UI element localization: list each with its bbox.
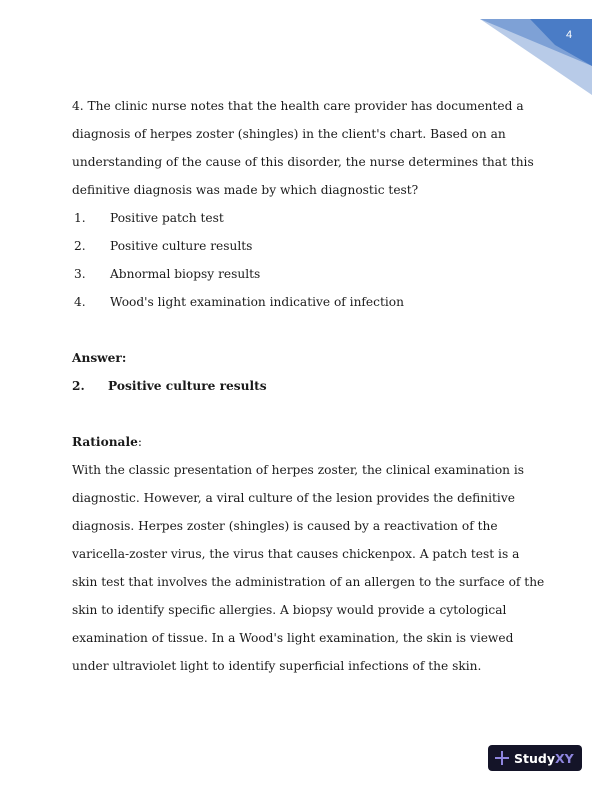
answer-text: Positive culture results [108, 379, 267, 393]
question-line: diagnosis of herpes zoster (shingles) in the client's chart. Based on an [72, 127, 506, 141]
rationale-colon: : [137, 435, 142, 449]
option-number: 1. [74, 211, 86, 225]
studyxy-logo-badge[interactable] [488, 745, 582, 771]
option-number: 3. [74, 267, 86, 281]
answer-number: 2. [72, 379, 85, 393]
document-body [72, 96, 552, 684]
option-item [72, 208, 552, 236]
question-line: 4. The clinic nurse notes that the health care provider has documented a [72, 99, 524, 113]
option-item [72, 236, 552, 264]
question-line: understanding of the cause of this disorder, the nurse determines that this [72, 155, 534, 169]
question-text [72, 96, 552, 208]
rationale-line: diagnostic. However, a viral culture of the lesion provides the definitive [72, 491, 515, 505]
rationale-line: With the classic presentation of herpes zoster, the clinical examination is [72, 463, 525, 477]
rationale-label: Rationale [72, 435, 138, 449]
rationale-line: examination of tissue. In a Wood's light examination, the skin is viewed [72, 631, 514, 645]
brand-name-part2: XY [554, 750, 574, 766]
rationale-line: skin to identify specific allergies. A biopsy would provide a cytological [72, 603, 507, 617]
option-text: Abnormal biopsy results [110, 267, 261, 281]
page-number: 4 [566, 29, 573, 41]
option-text: Wood's light examination indicative of infection [110, 295, 404, 309]
option-item [72, 264, 552, 292]
answer-item [72, 376, 552, 404]
rationale-line: skin test that involves the administration of an allergen to the surface of the [72, 575, 545, 589]
option-text: Positive patch test [110, 211, 224, 225]
question-line: definitive diagnosis was made by which diagnostic test? [72, 183, 419, 197]
option-item [72, 292, 552, 320]
answer-label: Answer: [72, 351, 127, 365]
rationale-line: diagnosis. Herpes zoster (shingles) is caused by a reactivation of the [72, 519, 498, 533]
option-number: 2. [74, 239, 86, 253]
plus-icon [495, 751, 509, 765]
option-text: Positive culture results [110, 239, 253, 253]
corner-decoration [470, 0, 612, 100]
rationale-heading [72, 432, 552, 460]
option-number: 4. [74, 295, 86, 309]
rationale-line: varicella-zoster virus, the virus that causes chickenpox. A patch test is a [72, 547, 520, 561]
rationale-line: under ultraviolet light to identify superficial infections of the skin. [72, 659, 482, 673]
options-list [72, 208, 552, 320]
brand-name-part1: Study [514, 750, 555, 766]
rationale-text [72, 460, 552, 684]
